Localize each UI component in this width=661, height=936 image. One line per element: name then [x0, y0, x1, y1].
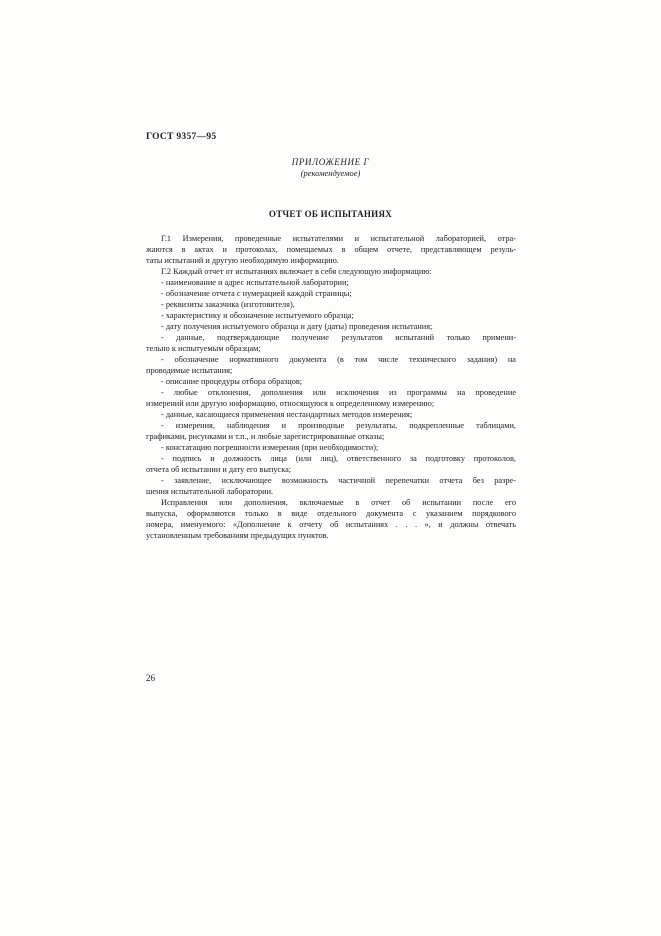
- page-number: 26: [146, 673, 155, 683]
- text-line: - подпись и должность лица (или лиц), ответственного за подготовку протоколов,: [161, 454, 516, 463]
- text-line: - данные, касающиеся применения нестандартных методов измерения;: [161, 410, 413, 419]
- text-line: - характеристику и обозначение испытуемого образца;: [161, 311, 354, 320]
- text-line: отчета об испытании и дату его выпуска;: [146, 465, 292, 474]
- appendix-subtitle: (рекомендуемое): [300, 168, 361, 178]
- text-line: жаются в актах и протоколах, помещаемых в общем отчете, представляющем резуль-: [146, 245, 516, 254]
- text-line: - заявление, исключающее возможность частичной перепечатки отчета без разре-: [161, 476, 516, 485]
- text-line: измерений или другую информацию, относящуюся к определенному измерению;: [146, 399, 435, 408]
- text-line: установленным требованиям предыдущих пунктов.: [146, 531, 329, 540]
- text-line: - наименование и адрес испытательной лаборатории;: [161, 278, 349, 287]
- text-line: Г.1 Измерения, проведенные испытателями и испытательной лабораторией, отра-: [161, 234, 516, 243]
- text-line: - описание процедуры отбора образцов;: [161, 377, 303, 386]
- text-line: выпуска, оформляются только в виде отдельного документа с указанием порядкового: [146, 509, 516, 518]
- text-line: тельно к испытуемым образцам;: [146, 344, 261, 353]
- text-line: номера, именуемого: «Дополнение к отчету об испытаниях . . . », и должны отвечать: [146, 520, 516, 529]
- text-line: таты испытаний и другую необходимую информацию.: [146, 256, 339, 265]
- text-line: - данные, подтверждающие получение результатов испытаний только примени-: [161, 333, 516, 342]
- text-line: - констатацию погрешности измерения (при необходимости);: [161, 443, 379, 452]
- text-line: проводимые испытания;: [146, 366, 233, 375]
- text-line: шения испытательной лаборатории.: [146, 487, 274, 496]
- text-line: графиками, рисунками и т.п., и любые зарегистрированные отказы;: [146, 432, 385, 441]
- appendix-title: ПРИЛОЖЕНИЕ Г: [291, 157, 370, 167]
- text-line: - дату получения испытуемого образца и дату (даты) проведения испытания;: [161, 322, 433, 331]
- text-line: - измерения, наблюдения и производные результаты, подкрепленные таблицами,: [161, 421, 516, 430]
- text-line: - обозначение нормативного документа (в том числе технического задания) на: [161, 355, 516, 364]
- text-line: Исправления или дополнения, включаемые в отчет об испытании после его: [161, 498, 516, 507]
- text-line: Г.2 Каждый отчет от испытаниях включает в себя следующую информацию:: [161, 267, 432, 276]
- standard-code: ГОСТ 9357—95: [146, 132, 217, 142]
- section-title: ОТЧЕТ ОБ ИСПЫТАНИЯХ: [268, 209, 393, 219]
- text-line: - реквизиты заказчика (изготовителя),: [161, 300, 295, 309]
- text-line: - любые отклонения, дополнения или исключения из программы на проведение: [161, 388, 516, 397]
- text-line: - обозначение отчета с нумерацией каждой страницы;: [161, 289, 352, 298]
- body-text: [146, 233, 516, 541]
